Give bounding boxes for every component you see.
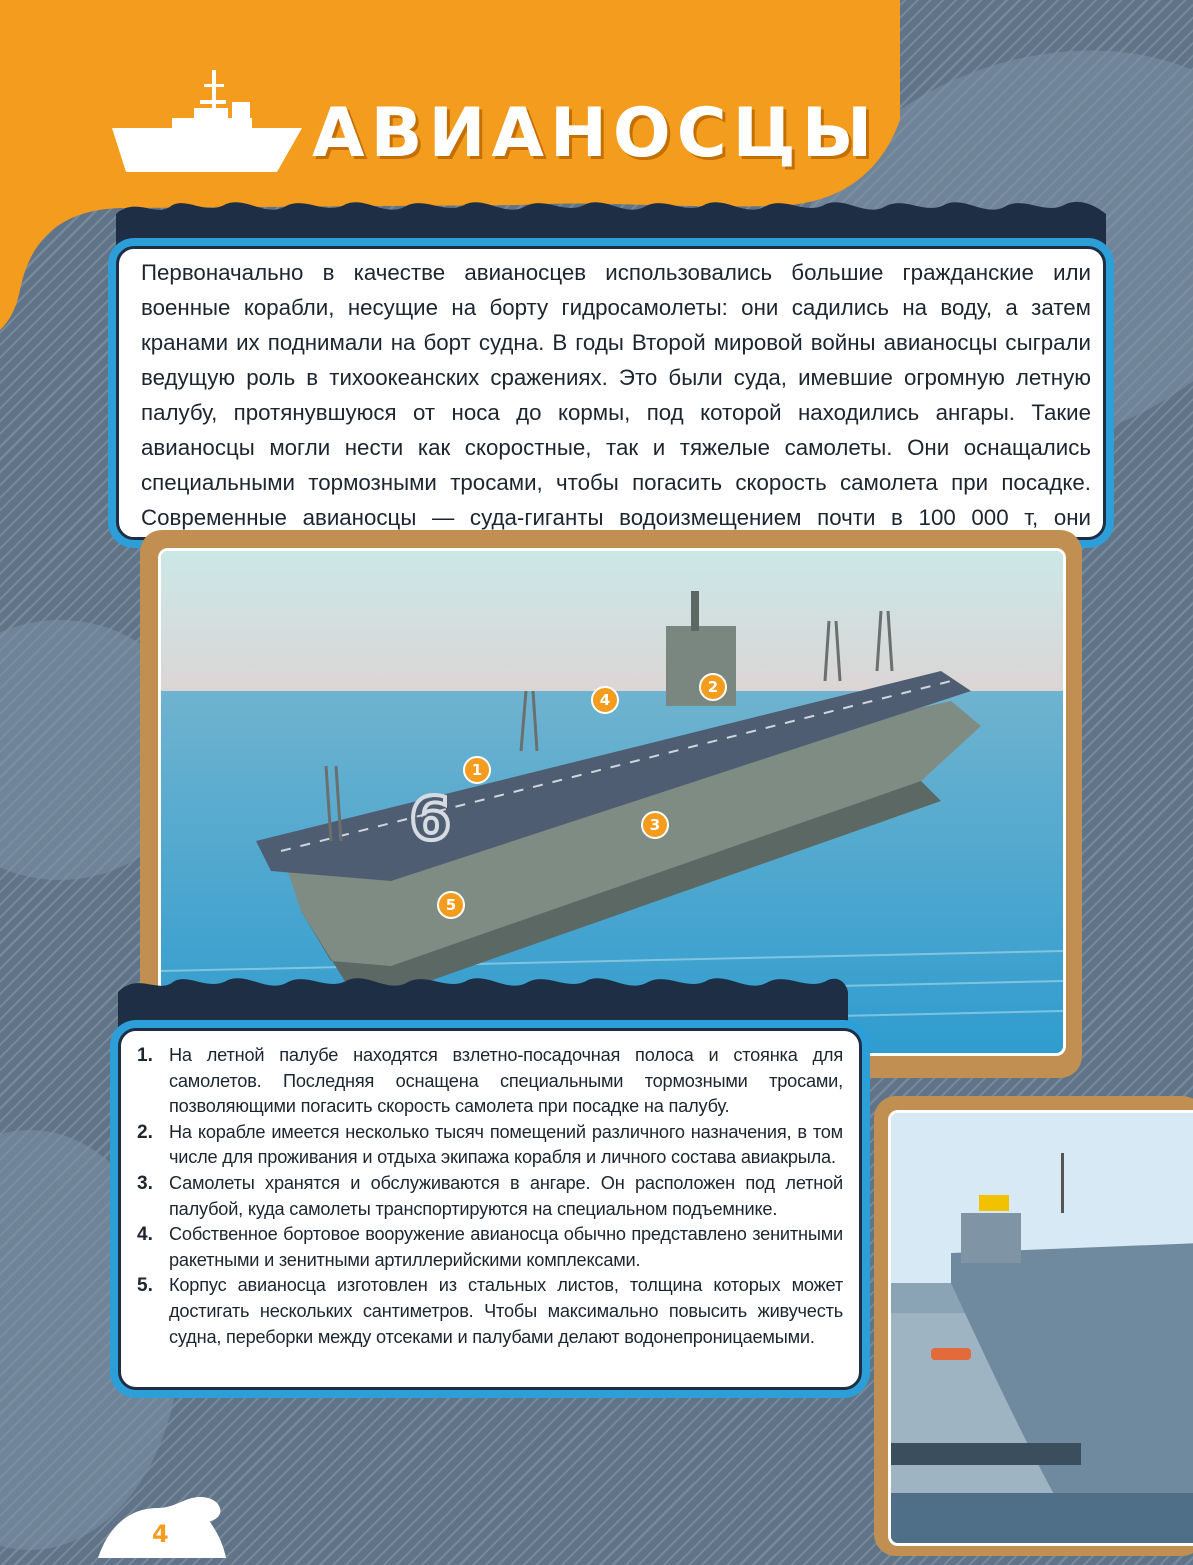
marker-5: 5 — [437, 891, 465, 919]
list-item-text: Самолеты хранятся и обслуживаются в ангаре. Он расположен под летной палубой, куда самолеты транспортируются на специальном подъемнике. — [169, 1172, 843, 1219]
list-item — [137, 1171, 843, 1222]
list-item — [137, 1222, 843, 1273]
list-item-number: 5. — [137, 1275, 153, 1297]
list-item-text: На летной палубе находятся взлетно-посадочная полоса и стоянка для самолетов. Последняя оснащена специальными тормозными тросами, позволяющими погасить скорость самолета при посадке на палубу. — [169, 1045, 843, 1117]
list-item-text: Собственное бортовое вооружение авианосца обычно представлено зенитными ракетными и зенитными артиллерийскими комплексами. — [169, 1224, 843, 1270]
page-number: 4 — [152, 1520, 169, 1548]
marker-1: 1 — [463, 756, 491, 784]
list-item-number: 2. — [137, 1121, 153, 1143]
list-item — [137, 1120, 843, 1171]
marker-4: 4 — [591, 686, 619, 714]
list-item-text: Корпус авианосца изготовлен из стальных листов, толщина которых может достигать нескольких сантиметров. Чтобы максимально повысить живучесть судна, переборки между отсеками и палубами делают водонепроницаемыми. — [169, 1275, 843, 1347]
wave-decoration — [118, 972, 848, 1032]
numbered-list — [121, 1031, 859, 1350]
ship-silhouette-icon — [112, 70, 302, 180]
list-item-number: 1. — [137, 1045, 153, 1066]
list-item — [137, 1043, 843, 1120]
deck-number: 9 — [409, 781, 451, 851]
intro-box — [116, 246, 1106, 540]
marker-3: 3 — [641, 811, 669, 839]
page-title: АВИАНОСЦЫ — [312, 94, 879, 173]
port-photo-drawing — [891, 1113, 1193, 1543]
marker-2: 2 — [699, 673, 727, 701]
port-carrier-photo — [888, 1110, 1193, 1546]
list-item-number: 4. — [137, 1224, 153, 1246]
photo-frame — [874, 1096, 1193, 1556]
list-item — [137, 1273, 843, 1350]
list-box — [118, 1028, 862, 1390]
wave-decoration — [116, 196, 1106, 248]
intro-text: Первоначально в качестве авианосцев использовались большие гражданские или военные корабли, несущие на борту гидросамолеты: они садились на воду, а затем кранами их поднимали на борт судна. В годы Второй мировой войны авианосцы сыграли ведущую роль в тихоокеанских сражениях. Это были суда, имевшие огромную летную палубу, протянувшуюся от носа до кормы, под которой находились ангары. Такие авианосцы могли нести как скоростные, так и тяжелые самолеты. Они оснащались специальными тормозными тросами, чтобы погасить скорость самолета при посадке. Современные авианосцы — суда-гиганты водоизмещением почти в 100 000 т, они — [141, 260, 1091, 530]
list-item-number: 3. — [137, 1172, 153, 1194]
list-item-text: На корабле имеется несколько тысяч помещений различного назначения, в том числе для проживания и отдыха экипажа корабля и личного состава авиакрыла. — [169, 1121, 843, 1168]
